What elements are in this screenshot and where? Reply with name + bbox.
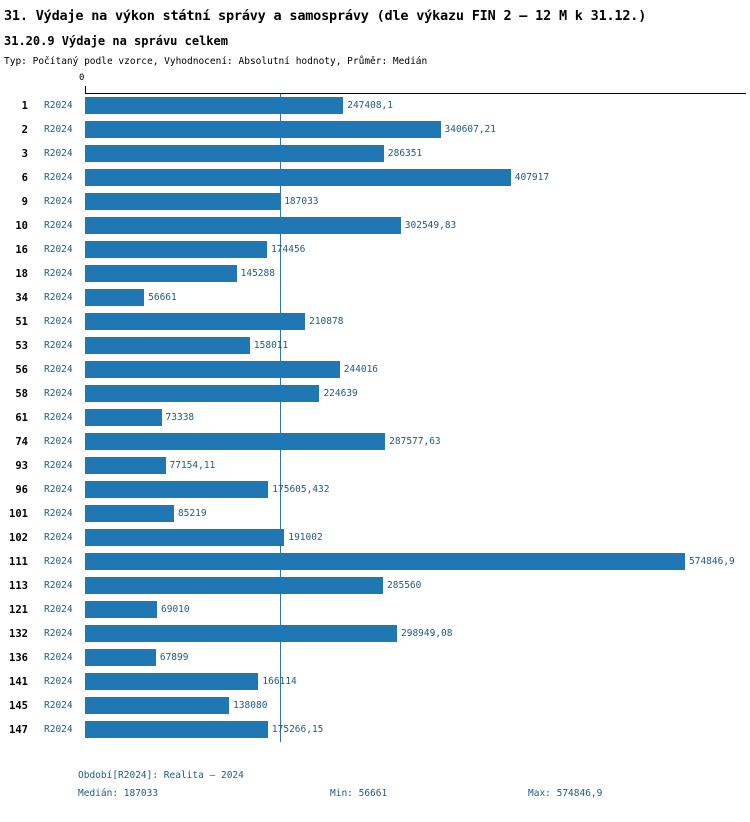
row-index-label: 136 — [9, 652, 28, 664]
table-row — [0, 550, 750, 574]
table-row — [0, 358, 750, 382]
row-index-label: 2 — [21, 124, 28, 136]
row-index-label: 34 — [15, 292, 28, 304]
bar[interactable] — [85, 625, 397, 642]
bar-value-label: 175605,432 — [272, 484, 330, 495]
bar-value-label: 174456 — [271, 244, 306, 255]
bar-value-label: 286351 — [387, 148, 423, 159]
table-row — [0, 166, 750, 190]
chart-footer — [0, 770, 750, 816]
row-series-label: R2024 — [44, 652, 73, 663]
row-series-label: R2024 — [44, 556, 73, 567]
row-index-label: 111 — [9, 556, 28, 568]
row-series-label: R2024 — [44, 340, 73, 351]
table-row — [0, 478, 750, 502]
bar[interactable] — [85, 457, 166, 474]
bar-value-label: 298949,08 — [401, 628, 453, 639]
bar[interactable] — [85, 553, 685, 570]
row-series-label: R2024 — [44, 220, 73, 231]
row-series-label: R2024 — [44, 628, 73, 639]
bar[interactable] — [85, 97, 343, 114]
bar[interactable] — [85, 721, 268, 738]
row-index-label: 51 — [15, 316, 28, 328]
table-row — [0, 574, 750, 598]
table-row — [0, 598, 750, 622]
row-index-label: 9 — [21, 196, 28, 208]
page-title: 31. Výdaje na výkon státní správy a samosprávy (dle výkazu FIN 2 – 12 M k 31.12.) — [4, 8, 647, 24]
row-index-label: 101 — [9, 508, 28, 520]
row-series-label: R2024 — [44, 508, 73, 519]
row-index-label: 74 — [15, 436, 28, 448]
row-series-label: R2024 — [44, 676, 73, 687]
row-index-label: 53 — [15, 340, 28, 352]
stat-min: Min: 56661 — [330, 788, 388, 799]
row-series-label: R2024 — [44, 268, 73, 279]
row-index-label: 132 — [9, 628, 28, 640]
bar[interactable] — [85, 529, 284, 546]
chart-subtitle: 31.20.9 Výdaje na správu celkem — [4, 34, 228, 48]
row-series-label: R2024 — [44, 148, 73, 159]
bar[interactable] — [85, 601, 157, 618]
bar-value-label: 340607,21 — [444, 124, 496, 135]
row-index-label: 56 — [15, 364, 28, 376]
table-row — [0, 310, 750, 334]
table-row — [0, 334, 750, 358]
bar[interactable] — [85, 265, 237, 282]
row-index-label: 93 — [15, 460, 28, 472]
bar-value-label: 224639 — [323, 388, 358, 399]
bar[interactable] — [85, 505, 174, 522]
bar-value-label: 166114 — [262, 676, 297, 687]
table-row — [0, 406, 750, 430]
bar-value-label: 210878 — [309, 316, 344, 327]
bar[interactable] — [85, 361, 340, 378]
row-index-label: 1 — [21, 100, 28, 112]
row-index-label: 16 — [15, 244, 28, 256]
bar-value-label: 158011 — [253, 340, 289, 351]
bar-rows — [0, 94, 750, 742]
bar-value-label: 56661 — [148, 292, 177, 303]
row-series-label: R2024 — [44, 580, 73, 591]
row-index-label: 113 — [9, 580, 28, 592]
table-row — [0, 262, 750, 286]
table-row — [0, 118, 750, 142]
bar[interactable] — [85, 649, 156, 666]
row-series-label: R2024 — [44, 244, 73, 255]
row-index-label: 3 — [21, 148, 28, 160]
bar-value-label: 69010 — [161, 604, 190, 615]
row-index-label: 6 — [21, 172, 28, 184]
table-row — [0, 502, 750, 526]
row-series-label: R2024 — [44, 124, 73, 135]
bar[interactable] — [85, 577, 383, 594]
bar[interactable] — [85, 145, 384, 162]
bar[interactable] — [85, 289, 144, 306]
table-row — [0, 694, 750, 718]
bar-value-label: 175266,15 — [271, 724, 324, 735]
row-series-label: R2024 — [44, 484, 73, 495]
row-index-label: 61 — [15, 412, 28, 424]
bar[interactable] — [85, 385, 319, 402]
row-series-label: R2024 — [44, 412, 73, 423]
bar[interactable] — [85, 169, 511, 186]
table-row — [0, 190, 750, 214]
row-index-label: 141 — [9, 676, 28, 688]
bar-value-label: 77154,11 — [169, 460, 216, 471]
row-series-label: R2024 — [44, 364, 73, 375]
bar-value-label: 67899 — [159, 652, 189, 663]
bar-value-label: 73338 — [165, 412, 195, 423]
legend-period: Období[R2024]: Realita – 2024 — [78, 770, 244, 781]
table-row — [0, 622, 750, 646]
table-row — [0, 382, 750, 406]
row-series-label: R2024 — [44, 436, 73, 447]
row-index-label: 102 — [9, 532, 28, 544]
table-row — [0, 286, 750, 310]
row-index-label: 147 — [9, 724, 28, 736]
bar[interactable] — [85, 313, 305, 330]
bar-value-label: 244016 — [343, 364, 379, 375]
bar-value-label: 138080 — [233, 700, 268, 711]
row-index-label: 145 — [9, 700, 28, 712]
bar-value-label: 247408,1 — [347, 100, 393, 111]
bar[interactable] — [85, 217, 401, 234]
row-series-label: R2024 — [44, 460, 73, 471]
row-series-label: R2024 — [44, 100, 73, 111]
table-row — [0, 214, 750, 238]
bar[interactable] — [85, 241, 267, 258]
bar[interactable] — [85, 121, 441, 138]
table-row — [0, 430, 750, 454]
bar-value-label: 407917 — [514, 172, 550, 183]
bar-value-label: 191002 — [288, 532, 323, 543]
row-series-label: R2024 — [44, 700, 73, 711]
bar-value-label: 574846,9 — [689, 556, 735, 567]
bar-value-label: 302549,83 — [404, 220, 457, 231]
row-series-label: R2024 — [44, 532, 73, 543]
row-index-label: 10 — [15, 220, 28, 232]
chart-typeline: Typ: Počítaný podle vzorce, Vyhodnocení: Absolutní hodnoty, Průměr: Medián — [4, 56, 428, 67]
row-index-label: 58 — [15, 388, 28, 400]
bar-value-label: 287577,63 — [389, 436, 441, 447]
row-index-label: 121 — [9, 604, 28, 616]
chart-area — [0, 73, 750, 753]
row-series-label: R2024 — [44, 196, 73, 207]
bar[interactable] — [85, 673, 258, 690]
row-series-label: R2024 — [44, 172, 73, 183]
stat-max: Max: 574846,9 — [528, 788, 603, 799]
row-series-label: R2024 — [44, 388, 73, 399]
bar-value-label: 145288 — [240, 268, 275, 279]
table-row — [0, 670, 750, 694]
table-row — [0, 718, 750, 742]
bar-value-label: 285560 — [387, 580, 422, 591]
axis-tick-mark — [85, 86, 86, 93]
table-row — [0, 454, 750, 478]
bar[interactable] — [85, 409, 162, 426]
bar-value-label: 187033 — [284, 196, 319, 207]
row-series-label: R2024 — [44, 316, 73, 327]
row-series-label: R2024 — [44, 724, 73, 735]
table-row — [0, 526, 750, 550]
table-row — [0, 238, 750, 262]
bar-value-label: 85219 — [177, 508, 207, 519]
table-row — [0, 142, 750, 166]
stat-median: Medián: 187033 — [78, 788, 159, 799]
table-row — [0, 94, 750, 118]
axis-tick-label-0: 0 — [79, 73, 85, 83]
bar[interactable] — [85, 433, 385, 450]
row-series-label: R2024 — [44, 604, 73, 615]
row-index-label: 18 — [15, 268, 28, 280]
row-index-label: 96 — [15, 484, 28, 496]
table-row — [0, 646, 750, 670]
bar[interactable] — [85, 193, 280, 210]
bar[interactable] — [85, 481, 268, 498]
row-series-label: R2024 — [44, 292, 73, 303]
bar[interactable] — [85, 337, 250, 354]
bar[interactable] — [85, 697, 229, 714]
